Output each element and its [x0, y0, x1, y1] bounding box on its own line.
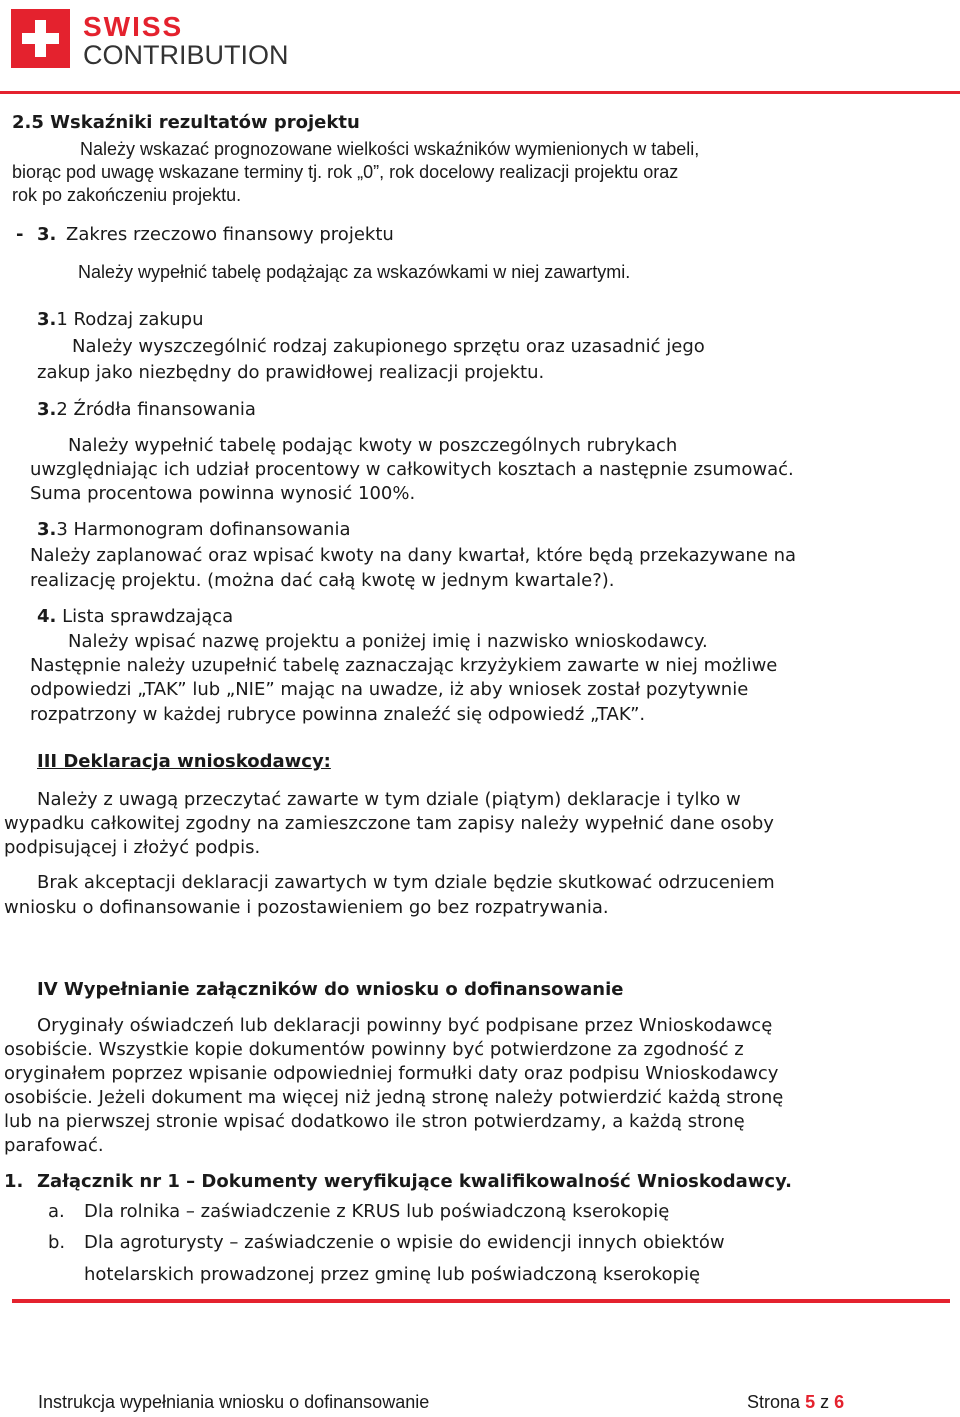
footer-divider: [12, 1299, 950, 1303]
section-iv-line3: oryginałem poprzez wpisanie odpowiedniej formułki daty oraz podpisu Wnioskodawcy: [4, 1063, 779, 1084]
section-iii-p1-line3: podpisującej i złożyć podpis.: [4, 837, 261, 858]
section-3-dash: -: [16, 224, 24, 245]
attachment-a-letter: a.: [48, 1201, 65, 1222]
section-2-5-line2: biorąc pod uwagę wskazane terminy tj. rok „0”, rok docelowy realizacji projektu oraz: [12, 162, 679, 182]
footer-page-indicator: [747, 1392, 844, 1413]
section-3-2-heading: [37, 399, 256, 420]
attachment-b-line2: hotelarskich prowadzonej przez gminę lub poświadczoną kserokopię: [84, 1264, 701, 1285]
section-3-1-line1: Należy wyszczególnić rodzaj zakupionego sprzętu oraz uzasadnić jego: [72, 336, 705, 357]
section-4-number: 4.: [37, 606, 57, 627]
header-divider: [0, 91, 960, 94]
attachment-b-line1: Dla agroturysty – zaświadczenie o wpisie do ewidencji innych obiektów: [84, 1232, 725, 1253]
section-iv-line2: osobiście. Wszystkie kopie dokumentów powinny być potwierdzone za zgodność z: [4, 1039, 744, 1060]
swiss-cross-icon: [11, 9, 70, 68]
section-3-2-line3: Suma procentowa powinna wynosić 100%.: [30, 483, 416, 504]
section-3-1-line2: zakup jako niezbędny do prawidłowej realizacji projektu.: [37, 362, 545, 383]
section-4-line4: rozpatrzony w każdej rubryce powinna znaleźć się odpowiedź „TAK”.: [30, 704, 646, 725]
section-2-5-title: 2.5 Wskaźniki rezultatów projektu: [12, 112, 360, 133]
section-3-3-line2: realizację projektu. (można dać całą kwotę w jednym kwartale?).: [30, 570, 615, 591]
logo-line2: CONTRIBUTION: [83, 40, 289, 70]
attachment-1-number: 1.: [4, 1171, 24, 1192]
section-3-3-title: 3 Harmonogram dofinansowania: [56, 519, 351, 540]
section-iv-title: IV Wypełnianie załączników do wniosku o dofinansowanie: [37, 979, 624, 1000]
attachment-a-text: Dla rolnika – zaświadczenie z KRUS lub poświadczoną kserokopię: [84, 1201, 670, 1222]
footer-document-title: Instrukcja wypełniania wniosku o dofinansowanie: [38, 1392, 430, 1412]
attachment-b-letter: b.: [48, 1232, 66, 1253]
section-4-title: Lista sprawdzająca: [62, 606, 234, 627]
section-iv-line5: lub na pierwszej stronie wpisać dodatkowo ile stron potwierdzamy, a każdą stronę: [4, 1111, 745, 1132]
section-3-1-number: 3.: [37, 309, 57, 330]
section-iv-line4: osobiście. Jeżeli dokument ma więcej niż jedną stronę należy potwierdzić każdą stronę: [4, 1087, 784, 1108]
section-4-line2: Następnie należy uzupełnić tabelę zaznaczając krzyżykiem zawarte w niej możliwe: [30, 655, 778, 676]
section-iii-p1-line1: Należy z uwagą przeczytać zawarte w tym dziale (piątym) deklaracje i tylko w: [37, 789, 741, 810]
section-4-heading: [37, 606, 233, 627]
attachment-1-title: Załącznik nr 1 – Dokumenty weryfikujące kwalifikowalność Wnioskodawcy.: [37, 1171, 792, 1192]
section-3-3-number: 3.: [37, 519, 57, 540]
section-4-line3: odpowiedzi „TAK” lub „NIE” mając na uwadze, iż aby wniosek został pozytywnie: [30, 679, 749, 700]
section-iii-p2-line2: wniosku o dofinansowanie i pozostawieniem go bez rozpatrywania.: [4, 897, 609, 918]
section-3-2-line2: uwzględniając ich udział procentowy w całkowitych kosztach a następnie zsumować.: [30, 459, 794, 480]
section-4-line1: Należy wpisać nazwę projektu a poniżej imię i nazwisko wnioskodawcy.: [68, 631, 708, 652]
section-3-line1: Należy wypełnić tabelę podążając za wskazówkami w niej zawartymi.: [78, 262, 631, 282]
footer-page-current: 5: [805, 1392, 816, 1412]
section-iii-title: III Deklaracja wnioskodawcy:: [37, 751, 331, 772]
section-3-number: 3.: [37, 224, 57, 245]
section-iii-p2-line1: Brak akceptacji deklaracji zawartych w tym dziale będzie skutkować odrzuceniem: [37, 872, 775, 893]
logo-line1: SWISS: [83, 11, 184, 42]
section-3-2-title: 2 Źródła finansowania: [56, 399, 256, 420]
section-3-title: Zakres rzeczowo finansowy projektu: [66, 224, 394, 245]
section-iv-line6: parafować.: [4, 1135, 104, 1156]
footer-page-total: 6: [834, 1392, 845, 1412]
section-iii-p1-line2: wypadku całkowitej zgodny na zamieszczone tam zapisy należy wypełnić dane osoby: [4, 813, 774, 834]
section-2-5-line3: rok po zakończeniu projektu.: [12, 185, 242, 205]
section-3-3-line1: Należy zaplanować oraz wpisać kwoty na dany kwartał, które będą przekazywane na: [30, 545, 797, 566]
section-3-1-title: 1 Rodzaj zakupu: [56, 309, 204, 330]
footer-page-of: z: [820, 1392, 830, 1412]
section-3-2-number: 3.: [37, 399, 57, 420]
section-3-2-line1: Należy wypełnić tabelę podając kwoty w poszczególnych rubrykach: [68, 435, 678, 456]
section-3-3-heading: [37, 519, 350, 540]
section-iv-line1: Oryginały oświadczeń lub deklaracji powinny być podpisane przez Wnioskodawcę: [37, 1015, 773, 1036]
section-3-1-heading: [37, 309, 203, 330]
section-2-5-line1: Należy wskazać prognozowane wielkości wskaźników wymienionych w tabeli,: [80, 139, 700, 159]
footer-page-word: Strona: [747, 1392, 801, 1412]
